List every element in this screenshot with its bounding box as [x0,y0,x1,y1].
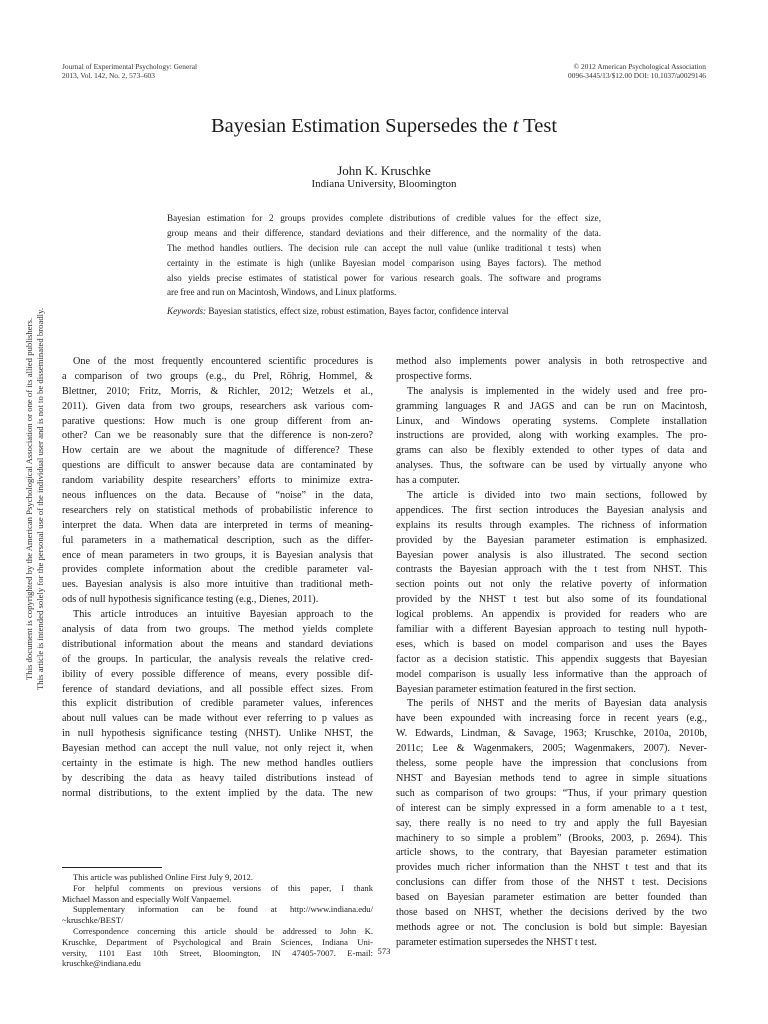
body-line: parameter estimation supersedes the NHST t test. [396,936,597,948]
journal-name: Journal of Experimental Psychology: General [62,62,198,71]
title-main: Bayesian Estimation Supersedes the [210,115,513,137]
body-line: article shows, to the contrary, that Bayesian parameter estimation [396,847,707,859]
body-line: logical problems. An appendix is provided for readers who are [396,609,707,621]
body-line: ibility of every possible difference of means, every possible dif- [62,668,373,680]
body-line: researchers rely on statistical methods of probabilistic inference to [62,504,373,516]
body-line: prospective forms. [396,370,472,382]
footnote-line: Supplementary information can be found at http://www.indiana.edu/ [73,904,373,915]
body-line: of the groups. In particular, the analysis reveals the relative cred- [62,653,373,665]
body-line: machinery to so simple a problem” (Brooks, 2003, p. 2694). This [396,832,707,844]
journal-volume: 2013, Vol. 142, No. 2, 573–603 [62,70,155,80]
body-line: 2011). Given data from two groups, researchers ask various com- [62,400,373,412]
footnote-line: kruschke@indiana.edu [62,958,141,969]
body-line: other? Can we be reasonably sure that the difference is non-zero? [62,430,373,442]
abstract-line: group means and their difference, standard deviations and their difference, and the normality of the data. [167,227,601,238]
body-line: normal distributions, to the extent implied by the data. The new [62,787,373,799]
body-line: W. Edwards, Lindman, & Savage, 1963; Kruschke, 2010a, 2010b, [396,728,707,740]
keywords-label: Keywords: [167,306,207,316]
body-line: interpret the data. When data are interpreted in terms of meaning- [62,519,373,531]
body-line: explains its results through examples. The richness of information [396,519,707,531]
body-line: of interest can be simply expressed in a form amenable to a t test, [396,802,707,814]
footnote-line: versity, 1101 East 10th Street, Bloomington, IN 47405-7007. E-mail: [62,947,373,958]
body-line: appendices. The first section introduces the Bayesian analysis and [396,504,707,516]
body-line: questions are difficult to answer because data are contaminated by [62,460,373,472]
body-line: contrasts the Bayesian approach with the t test from NHST. This [396,564,707,576]
body-line: those based on NHST, whether the decisions derived by the two [396,906,707,918]
body-line: Linux, and Windows operating systems. Complete installation [396,415,707,427]
body-line: say, there really is no need to try and apply the full Bayesian [396,817,707,829]
footnote-line: Kruschke, Department of Psychological and Brain Sciences, Indiana Uni- [62,936,373,947]
body-line: analysis of data from two groups. The method yields complete [62,624,373,636]
body-line: factor as a decision statistic. This appendix suggests that Bayesian [396,653,707,665]
body-line: grams can also be flexibly extended to other types of data and [396,445,707,457]
body-line: eses, which is based on model comparison and uses the Bayes [396,638,707,650]
body-line: familiar with a different Bayesian approach to testing null hypoth- [396,624,707,636]
body-line: random variability despite researchers’ efforts to minimize extra- [62,475,373,487]
journal-header-left [62,63,197,80]
body-line: provides much richer information than the NHST t test and that its [396,862,707,874]
body-line: analyses. Thus, the software can be used by virtually anyone who [396,460,707,472]
body-line: How certain are we about the magnitude of difference? These [62,445,373,457]
body-line: method also implements power analysis in both retrospective and [396,356,707,367]
title-end: Test [518,115,558,137]
body-line: The article is divided into two main sections, followed by [407,490,707,502]
body-line: instructions are provided, along with working examples. The pro- [396,430,707,442]
footnote-line: ~kruschke/BEST/ [62,915,124,926]
body-left-column [62,355,373,802]
body-line: NHST and Bayesian methods tend to agree in simple situations [396,772,707,784]
body-line: by describing the data as heavy tailed distributions instead of [62,772,373,784]
abstract-line: Bayesian estimation for 2 groups provides complete distributions of credible values for the effect size, [167,213,601,223]
article-title [0,113,768,139]
author-name: John K. Kruschke [337,163,431,178]
footnote-divider [62,867,162,868]
body-line: ues. Bayesian analysis is also more intuitive than traditional meth- [62,579,373,591]
body-line: have been expounded with increasing force in recent years (e.g., [396,713,707,725]
abstract-line: also yields precise estimates of statistical power for various research goals. The software and programs [167,272,601,283]
body-line: such as comparison of two groups: “Thus, if your primary question [396,787,707,799]
keywords-text: Bayesian statistics, effect size, robust estimation, Bayes factor, confidence interval [206,306,509,316]
copyright-side-notice [24,284,45,714]
journal-header-right [568,63,706,80]
body-line: a comparison of two groups (e.g., du Prel, Röhrig, Hommel, & [62,370,373,382]
body-line: methods agree or not. The conclusion is bold but simple: Bayesian [396,921,707,933]
body-line: This article introduces an intuitive Bayesian approach to the [73,609,373,621]
body-line: in null hypothesis significance testing (NHST). Unlike NHST, the [62,728,373,740]
body-right-column [396,355,707,951]
side-notice-line: This document is copyrighted by the American Psychological Association or one of its allied publishers. [24,317,34,681]
body-line: this explicit distribution of credible parameter values, inferences [62,698,373,710]
body-line: has a computer. [396,475,460,487]
body-line: The perils of NHST and the merits of Bayesian data analysis [407,698,707,710]
doi-line: 0096-3445/13/$12.00 DOI: 10.1037/a0029146 [568,70,706,80]
footnote-line: Correspondence concerning this article should be addressed to John K. [73,925,373,936]
side-notice-line: This article is intended solely for the personal use of the individual user and is not to be disseminated broadly. [34,307,45,691]
page-number: 573 [377,946,391,956]
body-line: 2011c; Lee & Wagenmakers, 2005; Wagenmakers, 2007). Never- [396,743,707,755]
title-t: t [512,115,519,137]
body-line: ful parameters in a mathematical description, such as the differ- [62,534,373,546]
body-line: provides complete information about the credible parameter val- [62,564,373,576]
body-line: provided by the Bayesian parameter estimation is emphasized. [396,534,707,546]
footnote-line: This article was published Online First July 9, 2012. [73,872,253,882]
keywords [167,305,601,317]
abstract [167,212,601,301]
abstract-line: The method handles outliers. The decision rule can accept the null value (unlike traditional t tests) when [167,242,601,253]
body-line: One of the most frequently encountered scientific procedures is [73,356,373,367]
body-line: ence of mean parameters in two groups, it is Bayesian analysis that [62,549,373,561]
body-line: Bayesian power analysis is also illustrated. The second section [396,549,707,561]
body-line: Bayesian parameter estimation featured in the first section. [396,683,636,695]
body-line: neous influences on the data. Because of “noise” in the data, [62,490,373,502]
body-line: distributional information about the means and standard deviations [62,638,373,650]
body-line: about null values can be made without ever referring to p values as [62,713,373,725]
abstract-line: are free and run on Macintosh, Windows, and Linux platforms. [167,287,397,298]
footnote-line: For helpful comments on previous versions of this paper, I thank [73,882,373,893]
body-line: Blettner, 2010; Fritz, Morris, & Richler, 2012; Wetzels et al., [62,385,373,397]
body-line: provided by the NHST t test but also some of its foundational [396,594,707,606]
body-line: Bayesian method can accept the null value, not only reject it, when [62,743,373,755]
body-line: theless, some people have the impression that conclusions from [396,758,707,770]
body-line: model comparison is usually less informative than the approach of [396,668,707,680]
body-line: The analysis is implemented in the widely used and free pro- [407,385,707,397]
body-line: gramming languages R and JAGS and can be run on Macintosh, [396,400,707,412]
body-line: parative questions: How much is one group different from an- [62,415,373,427]
body-line: based on Bayesian parameter estimation are better founded than [396,892,707,904]
copyright-line: © 2012 American Psychological Association [573,62,706,71]
body-line: ods of null hypothesis significance testing (e.g., Dienes, 2011). [62,594,319,606]
footnote-line: Michael Masson and especially Wolf Vanpaemel. [62,893,232,904]
abstract-line: certainty in the estimate is high (unlike Bayesian model comparison using Bayes factors). The method [167,257,601,268]
body-line: certainty in the estimate is high. The new method handles outliers [62,758,373,770]
body-line: ference of standard deviations, and all possible effect sizes. From [62,683,373,695]
author-affiliation: Indiana University, Bloomington [311,178,457,190]
body-line: conclusions can differ from those of the NHST t test. Decisions [396,877,707,889]
body-line: section points out not only the relative poverty of information [396,579,707,591]
